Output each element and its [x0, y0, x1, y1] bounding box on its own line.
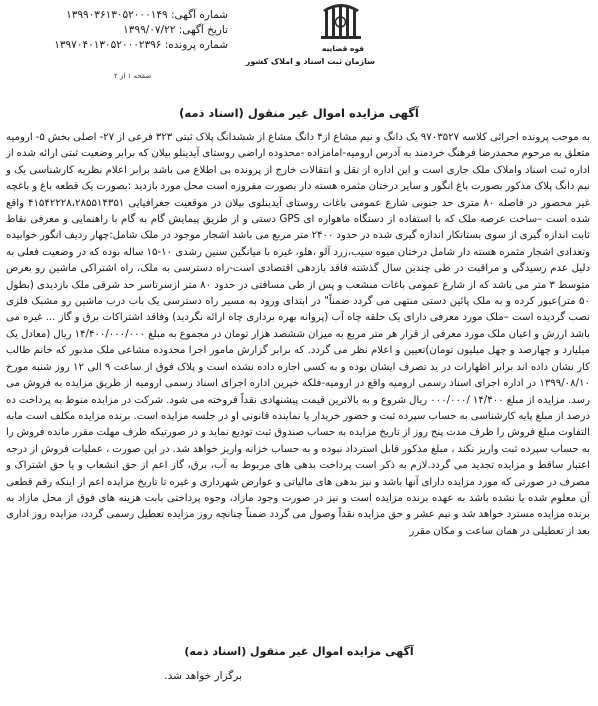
notice-title: آگهی مزایده اموال غیر منقول (اسناد ذمه) — [179, 106, 419, 120]
page-number: صفحه ۱ از ۲ — [114, 72, 152, 80]
notice-number: شماره آگهی: ۱۳۹۹۰۳۶۱۳۰۵۲۰۰۰۱۴۹ — [66, 9, 228, 21]
notice-meta — [8, 8, 228, 53]
notice-body-text: به موجب پرونده اجرائی کلاسه ۹۷۰۳۵۲۷ یک دانگ و نیم مشاع از۴ دانگ مشاع از ششدانگ پلاک ثبتی ۳۲۳ فرعی از ۲۷- اصلی بخش ۵- ارومیه متعلق به مرحوم محمدرضا فرهنگ خردمند به آدرس ارومیه-امامزاده -محدوده اراضی روستای آیدینلو بیلان که برابر وضعیت ثبتی ارائه شده از اداره ثبت اسناد واملاک ملک جاری است و این اداره از نقل و انتقالات خارج از پرونده بی اطلاع می باشد برابر اعلام نظریه کارشناسی یک و نیم دانگ پلاک مذکور بصورت باغ انگور و سایر درختان مثمره هسته دار بصورت مفروزه است محل مورد بازدید :بصورت یک قطعه باغ و باغچه غیر محصور در فاصله ۸۰ متری حد جنوبی شارع عمومی باغات روستای آیدینلوی بیلان در موقعیت جغرافیایی ۴۱۵۴۲۲۲۸،۲۸۵۵۱۴۳۵۱ واقع شده است –ساخت عرصه ملک که با استفاده از دستگاه ماهواره ای GPS دستی و از طریق پیمایش گام به گام با راهنمایی و معرفی نقاط ثابت اندازه گیری از سوی بستانکار اندازه گیری شده در حدود ۲۴۰۰ متر مربع می باشد اشجار موجود در ملک شامل:چهار ردیف انگور خوابیده وتعدادی اشجار مثمره هسته دار شامل درختان میوه سیب،زرد آلو ،هلو، غیره با میانگین سنین رشدی ۱۰-۱۵ ساله بوده که در وضعیت فعلی به دلیل عدم رسیدگی و مراقبت در طی چندین سال گذشته فاقد بازدهی اقتصادی است-راه دسترسی به ملک، راه اشتراکی ماشین رو بعرض متوسط ۳ متر می باشد که از شارع عمومی باغات منشعب و پس از طی مسافتی در حدود ۸۰ متر ازسرتاسر حد شرقی ملک بازدیدی (بطول ۵۰ متر)عبور کرده و به ملک پائین دستی منتهی می گردد ضمناً" در ابتدای ورود به مسیر راه دسترسی یک باب درب ماشین رو مشبک فلزی نصب گردیده است –ملک مورد معرفی دارای یک حلقه چاه آب (پروانه بهره برداری چاه ارائه نگردید) وفاقد اشتراکات برق و گاز ... غیره می باشد ارزش و اعیان ملک مورد معرفی از قرار هر متر مربع به میزان ششصد هزار تومان در مجموع به مبلغ ۱۴/۴۰۰/۰۰۰/۰۰۰ ریال (معادل یک میلیارد و چهارصد و چهل میلیون تومان)تعیین و اعلام نظر می گردد. که برابر گزارش مامور اجرا محدوده مشاعی ملک مذبور که خانم طالب کار نشان داده اند برابر اظهارات در ید تصرف ایشان بوده و به کسی اجاره داده نشده است و پلاک فوق از ساعت ۹ الی ۱۲ روز شنبه مورخ ۱۳۹۹/۰۸/۱۰ در اداره اجرای اسناد رسمی ارومیه واقع در ارومیه-فلکه خیرین اداره اجرای اسناد رسمی ارومیه از طریق مزایده به فروش می رسد. مزایده از مبلغ ۱۴/۴۰۰ /۰۰۰/۰۰۰ ریال شروع و به بالاترین قیمت پیشنهادی نقداً فروخته می شود. شرکت در مزایده منوط به پرداخت ده درصد از مبلغ پایه کارشناسی به حساب سپرده ثبت و حضور خریدار یا نماینده قانونی او در جلسه مزایده است. برنده مزایده مکلف است مابه التفاوت مبلغ فروش را ظرف مدت پنج روز از تاریخ مزایده به حساب صندوق ثبت تودیع نماید و در صورتیکه ظرف مهلت مقرر مانده فروش را به حساب سپرده ثبت واریز نکند ، مبلغ مذکور قابل استرداد نبوده و به حساب خزانه واریز خواهد شد. در این صورت ، عملیات فروش از درجه اعتبار ساقط و مزایده تجدید می گردد.لازم به ذکر است پرداخت بدهی های مربوط به آب، برق، گاز اعم از حق انشعاب و یا حق اشتراک و مصرف در صورتی که مورد مزایده دارای آنها باشد و نیز بدهی های مالیاتی و عوارض شهرداری و غیره تا تاریخ مزایده اعم از اینکه رقم قطعی آن معلوم شده یا نشده باشد به عهده برنده مزایده است و نیز در صورت وجود مازاد، وجوه پرداختی بابت هزینه های فوق از محل مازاد به برنده مزایده مسترد خواهد شد و نیم عشر و حق مزایده نقداً وصول می گردد ضمناً چنانچه روز مزایده تعطیل رسمی گردد، مزایده روز اداری بعد از تعطیلی در همان ساعت و مکان مقرر — [6, 132, 591, 537]
notice-date: تاریخ آگهی: ۱۳۹۹/۰۷/۲۲ — [123, 24, 228, 36]
org-name: سازمان ثبت اسناد و املاک کشور — [245, 57, 375, 66]
notice-body — [6, 130, 590, 540]
org-parent-name: قوه قضاییه — [321, 44, 365, 53]
organization-logo — [245, 0, 375, 86]
case-number: شماره پرونده: ۱۳۹۷۰۴۰۱۳۰۵۲۰۰۰۲۳۹۶ — [54, 39, 228, 51]
judiciary-emblem-icon — [315, 2, 369, 44]
footer-note: برگزار خواهد شد. — [164, 670, 242, 682]
footer-title: آگهی مزایده اموال غیر منقول (اسناد ذمه) — [184, 645, 414, 658]
